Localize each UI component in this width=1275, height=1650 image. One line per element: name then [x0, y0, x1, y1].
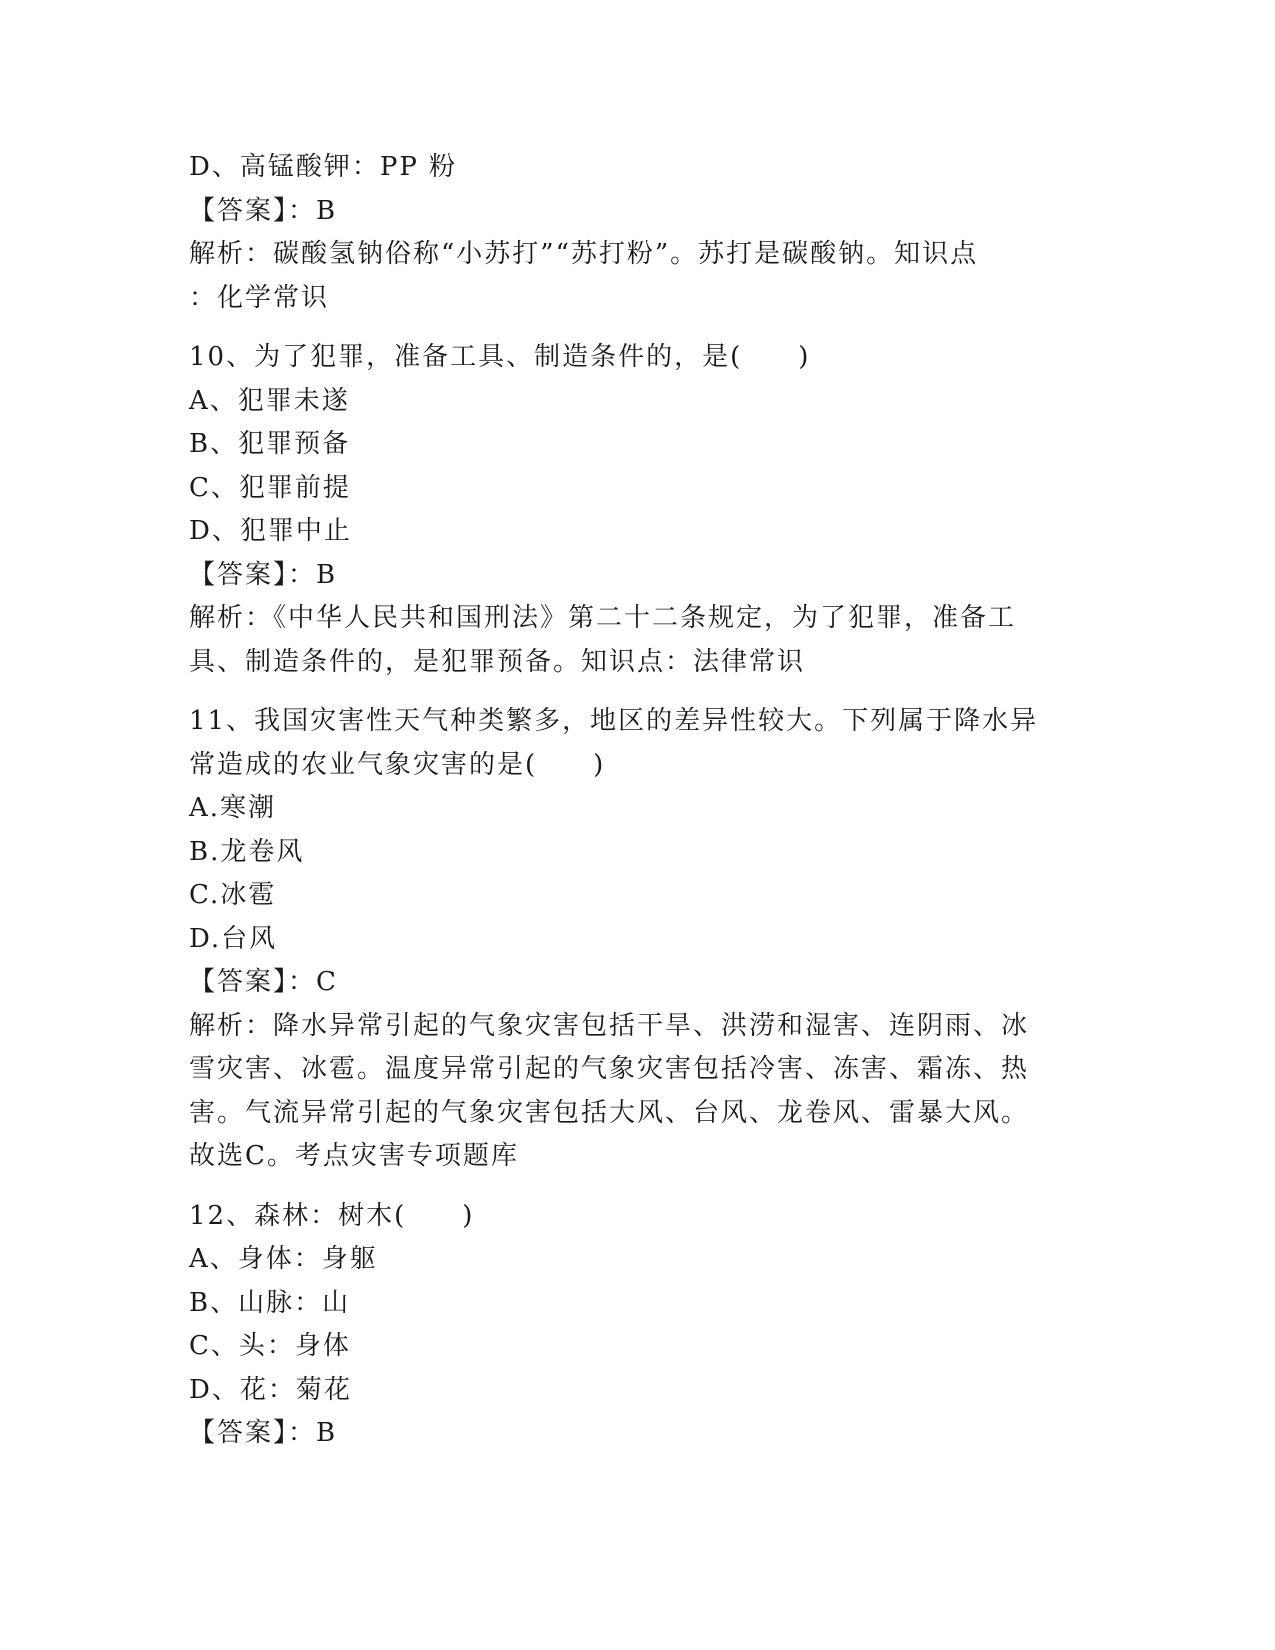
q12-option-b: B、山脉：山 — [189, 1287, 351, 1318]
q11-option-d: D.台风 — [189, 923, 278, 954]
q10-answer: 【答案】：B — [189, 559, 338, 590]
q11-explanation-line-2: 雪灾害、冰雹。温度异常引起的气象灾害包括冷害、冻害、霜冻、热 — [189, 1054, 1030, 1084]
q11-explanation-line-1: 解析：降水异常引起的气象灾害包括干旱、洪涝和湿害、连阴雨、冰 — [189, 1010, 1030, 1041]
q12-answer: 【答案】：B — [189, 1418, 338, 1448]
spacer — [189, 1179, 1069, 1195]
q11-stem-line-2: 常造成的农业气象灾害的是( ) — [189, 749, 606, 780]
q11-option-c: C.冰雹 — [189, 880, 277, 910]
q10-explanation-line-1: 解析：《中华人民共和国刑法》第二十二条规定，为了犯罪，准备工 — [189, 603, 1017, 633]
q9-answer: 【答案】：B — [189, 195, 338, 226]
q10-option-a: A、犯罪未遂 — [189, 385, 350, 416]
q11-answer: 【答案】：C — [189, 967, 338, 997]
spacer — [189, 684, 1069, 700]
q10-option-b: B、犯罪预备 — [189, 429, 351, 459]
q11-option-a: A.寒潮 — [189, 793, 277, 823]
spacer — [189, 320, 1069, 336]
q9-option-d: D、高锰酸钾：PP 粉 — [189, 152, 458, 182]
q10-option-d: D、犯罪中止 — [189, 516, 352, 546]
q10-stem: 10、为了犯罪，准备工具、制造条件的，是( ) — [189, 342, 811, 372]
q12-option-c: C、头：身体 — [189, 1331, 351, 1361]
q9-explanation-line-2: ：化学常识 — [189, 282, 330, 313]
q11-explanation-line-4: 故选C。考点灾害专项题库 — [189, 1141, 519, 1171]
q12-option-a: A、身体：身躯 — [189, 1244, 378, 1274]
q11-explanation-line-3: 害。气流异常引起的气象灾害包括大风、台风、龙卷风、雷暴大风。 — [189, 1097, 1030, 1128]
q12-stem: 12、森林：树木( ) — [189, 1200, 475, 1231]
document-page — [189, 146, 1069, 1456]
q9-explanation-line-1: 解析：碳酸氢钠俗称“小苏打”“苏打粉”。苏打是碳酸钠。知识点 — [189, 239, 979, 269]
q10-option-c: C、犯罪前提 — [189, 472, 351, 503]
q11-stem-line-1: 11、我国灾害性天气种类繁多，地区的差异性较大。下列属于降水异 — [189, 706, 1039, 736]
q12-option-d: D、花：菊花 — [189, 1374, 352, 1405]
q11-option-b: B.龙卷风 — [189, 836, 305, 867]
q10-explanation-line-2: 具、制造条件的，是犯罪预备。知识点：法律常识 — [189, 646, 806, 677]
